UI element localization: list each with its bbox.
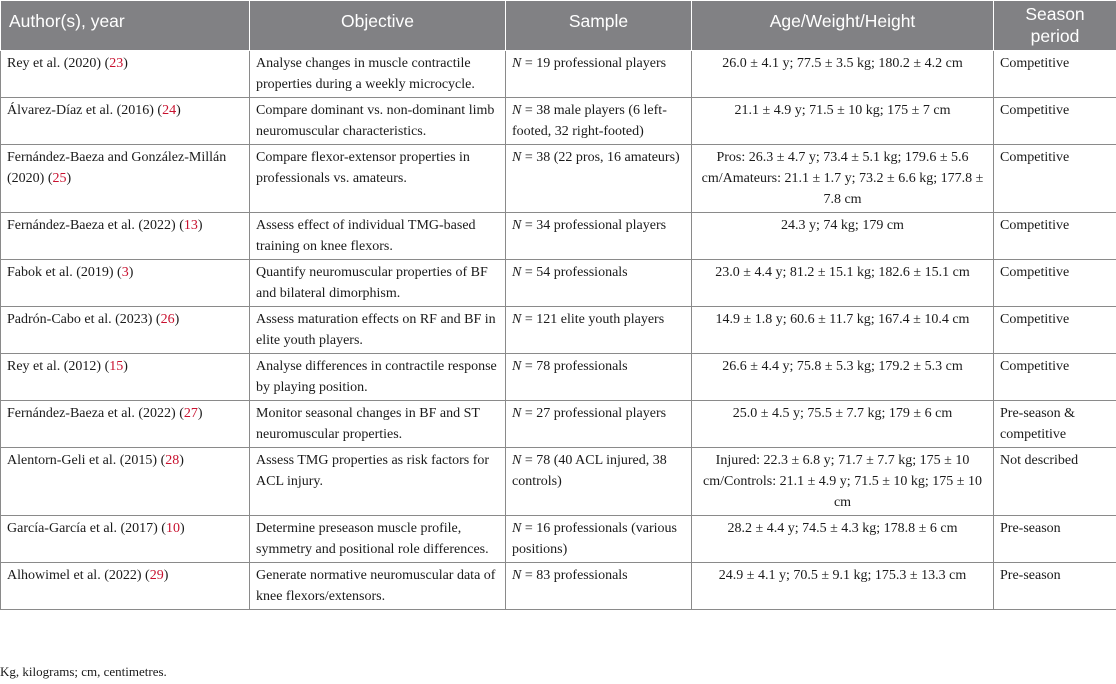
sample-text: = 38 male players (6 left-footed, 32 right-footed) (512, 103, 667, 139)
sample-text: = 16 professionals (various positions) (512, 521, 677, 557)
objective-cell: Assess effect of individual TMG-based training on knee flexors. (250, 213, 506, 260)
author-cell (1, 213, 250, 260)
season-cell: Not described (994, 448, 1116, 516)
sample-cell (506, 98, 692, 145)
author-text: Fernández-Baeza and González-Millán (2020) ( (7, 150, 227, 186)
sample-text: = 78 (40 ACL injured, 38 controls) (512, 453, 667, 489)
age-weight-height-cell: Pros: 26.3 ± 4.7 y; 73.4 ± 5.1 kg; 179.6 ± 5.6 cm/Amateurs: 21.1 ± 1.7 y; 73.2 ± 6.6 kg; 177.8 ± 7.8 cm (692, 145, 994, 213)
season-cell: Competitive (994, 98, 1116, 145)
author-text: Fernández-Baeza et al. (2022) ( (7, 406, 184, 421)
age-weight-height-cell: 28.2 ± 4.4 y; 74.5 ± 4.3 kg; 178.8 ± 6 cm (692, 516, 994, 563)
author-close: ) (174, 312, 180, 327)
objective-cell: Generate normative neuromuscular data of knee flexors/extensors. (250, 563, 506, 610)
season-cell: Competitive (994, 260, 1116, 307)
author-close: ) (163, 568, 169, 583)
objective-cell: Monitor seasonal changes in BF and ST neuromuscular properties. (250, 401, 506, 448)
season-cell: Competitive (994, 307, 1116, 354)
sample-n-label: N (512, 218, 522, 233)
season-cell: Competitive (994, 145, 1116, 213)
objective-cell: Analyse differences in contractile response by playing position. (250, 354, 506, 401)
sample-text: = 54 professionals (521, 265, 628, 280)
season-cell: Pre-season & competitive (994, 401, 1116, 448)
header-sample: Sample (506, 1, 692, 51)
author-text: Alhowimel et al. (2022) ( (7, 568, 150, 583)
author-cell (1, 354, 250, 401)
author-text: Fabok et al. (2019) ( (7, 265, 122, 280)
reference-link[interactable]: 24 (162, 103, 177, 118)
sample-text: = 38 (22 pros, 16 amateurs) (521, 150, 680, 165)
author-close: ) (128, 265, 134, 280)
reference-link[interactable]: 13 (183, 218, 198, 233)
author-cell (1, 51, 250, 98)
sample-cell (506, 401, 692, 448)
sample-n-label: N (512, 568, 522, 583)
sample-n-label: N (512, 103, 522, 118)
sample-cell (506, 563, 692, 610)
table-row (1, 563, 1116, 610)
author-text: García-García et al. (2017) ( (7, 521, 166, 536)
season-cell: Competitive (994, 51, 1116, 98)
author-close: ) (197, 218, 203, 233)
sample-cell (506, 448, 692, 516)
season-cell: Pre-season (994, 563, 1116, 610)
sample-text: = 78 professionals (521, 359, 628, 374)
table-row (1, 448, 1116, 516)
table-row (1, 260, 1116, 307)
sample-n-label: N (512, 521, 522, 536)
sample-cell (506, 354, 692, 401)
season-cell: Pre-season (994, 516, 1116, 563)
author-cell (1, 401, 250, 448)
objective-cell: Compare dominant vs. non-dominant limb neuromuscular characteristics. (250, 98, 506, 145)
header-season-period: Season period (994, 1, 1116, 51)
author-cell (1, 98, 250, 145)
sample-cell (506, 213, 692, 260)
age-weight-height-cell: 24.9 ± 4.1 y; 70.5 ± 9.1 kg; 175.3 ± 13.3 cm (692, 563, 994, 610)
sample-text: = 19 professional players (521, 56, 667, 71)
author-close: ) (179, 453, 184, 468)
author-close: ) (123, 359, 128, 374)
objective-cell: Assess maturation effects on RF and BF in elite youth players. (250, 307, 506, 354)
table-row (1, 307, 1116, 354)
author-cell (1, 260, 250, 307)
table-row (1, 213, 1116, 260)
sample-cell (506, 145, 692, 213)
author-cell (1, 563, 250, 610)
age-weight-height-cell: 26.6 ± 4.4 y; 75.8 ± 5.3 kg; 179.2 ± 5.3 cm (692, 354, 994, 401)
author-close: ) (66, 171, 72, 186)
author-text: Rey et al. (2020) ( (7, 56, 110, 71)
sample-n-label: N (512, 312, 522, 327)
reference-link[interactable]: 10 (165, 521, 180, 536)
age-weight-height-cell: 25.0 ± 4.5 y; 75.5 ± 7.7 kg; 179 ± 6 cm (692, 401, 994, 448)
age-weight-height-cell: 14.9 ± 1.8 y; 60.6 ± 11.7 kg; 167.4 ± 10.4 cm (692, 307, 994, 354)
table-footnote: Kg, kilograms; cm, centimetres. (0, 664, 167, 679)
author-close: ) (176, 103, 181, 118)
reference-link[interactable]: 27 (183, 406, 198, 421)
sample-text: = 121 elite youth players (521, 312, 665, 327)
author-cell (1, 145, 250, 213)
sample-n-label: N (512, 359, 522, 374)
age-weight-height-cell: 24.3 y; 74 kg; 179 cm (692, 213, 994, 260)
objective-cell: Compare flexor-extensor properties in professionals vs. amateurs. (250, 145, 506, 213)
sample-n-label: N (512, 453, 522, 468)
author-close: ) (197, 406, 203, 421)
table-body (1, 51, 1116, 610)
reference-link[interactable]: 28 (165, 453, 180, 468)
table-row (1, 145, 1116, 213)
sample-n-label: N (512, 406, 522, 421)
age-weight-height-cell: 23.0 ± 4.4 y; 81.2 ± 15.1 kg; 182.6 ± 15.1 cm (692, 260, 994, 307)
reference-link[interactable]: 15 (109, 359, 124, 374)
header-row (1, 1, 1116, 51)
table-row (1, 401, 1116, 448)
reference-link[interactable]: 23 (109, 56, 124, 71)
sample-text: = 34 professional players (521, 218, 667, 233)
sample-n-label: N (512, 265, 522, 280)
sample-n-label: N (512, 150, 522, 165)
table-row (1, 98, 1116, 145)
reference-link[interactable]: 3 (121, 265, 129, 280)
header-age-weight-height: Age/Weight/Height (692, 1, 994, 51)
table-row (1, 516, 1116, 563)
author-close: ) (123, 56, 128, 71)
author-text: Rey et al. (2012) ( (7, 359, 110, 374)
reference-link[interactable]: 26 (160, 312, 175, 327)
author-cell (1, 307, 250, 354)
objective-cell: Analyse changes in muscle contractile properties during a weekly microcycle. (250, 51, 506, 98)
sample-cell (506, 260, 692, 307)
author-close: ) (179, 521, 185, 536)
header-objective: Objective (250, 1, 506, 51)
sample-n-label: N (512, 56, 522, 71)
objective-cell: Assess TMG properties as risk factors for ACL injury. (250, 448, 506, 516)
objective-cell: Quantify neuromuscular properties of BF and bilateral dimorphism. (250, 260, 506, 307)
sample-text: = 83 professionals (521, 568, 628, 583)
author-cell (1, 516, 250, 563)
sample-cell (506, 307, 692, 354)
author-text: Álvarez-Díaz et al. (2016) ( (7, 103, 163, 118)
author-text: Padrón-Cabo et al. (2023) ( (7, 312, 161, 327)
sample-text: = 27 professional players (521, 406, 667, 421)
reference-link[interactable]: 29 (149, 568, 164, 583)
author-cell (1, 448, 250, 516)
table-row (1, 354, 1116, 401)
sample-cell (506, 51, 692, 98)
author-text: Alentorn-Geli et al. (2015) ( (7, 453, 166, 468)
header-author: Author(s), year (1, 1, 250, 51)
sample-cell (506, 516, 692, 563)
table-row (1, 51, 1116, 98)
author-text: Fernández-Baeza et al. (2022) ( (7, 218, 184, 233)
season-cell: Competitive (994, 354, 1116, 401)
age-weight-height-cell: 21.1 ± 4.9 y; 71.5 ± 10 kg; 175 ± 7 cm (692, 98, 994, 145)
reference-link[interactable]: 25 (52, 171, 67, 186)
age-weight-height-cell: 26.0 ± 4.1 y; 77.5 ± 3.5 kg; 180.2 ± 4.2 cm (692, 51, 994, 98)
objective-cell: Determine preseason muscle profile, symmetry and positional role differences. (250, 516, 506, 563)
season-cell: Competitive (994, 213, 1116, 260)
age-weight-height-cell: Injured: 22.3 ± 6.8 y; 71.7 ± 7.7 kg; 175 ± 10 cm/Controls: 21.1 ± 4.9 y; 71.5 ± 10 kg; 175 ± 10 cm (692, 448, 994, 516)
